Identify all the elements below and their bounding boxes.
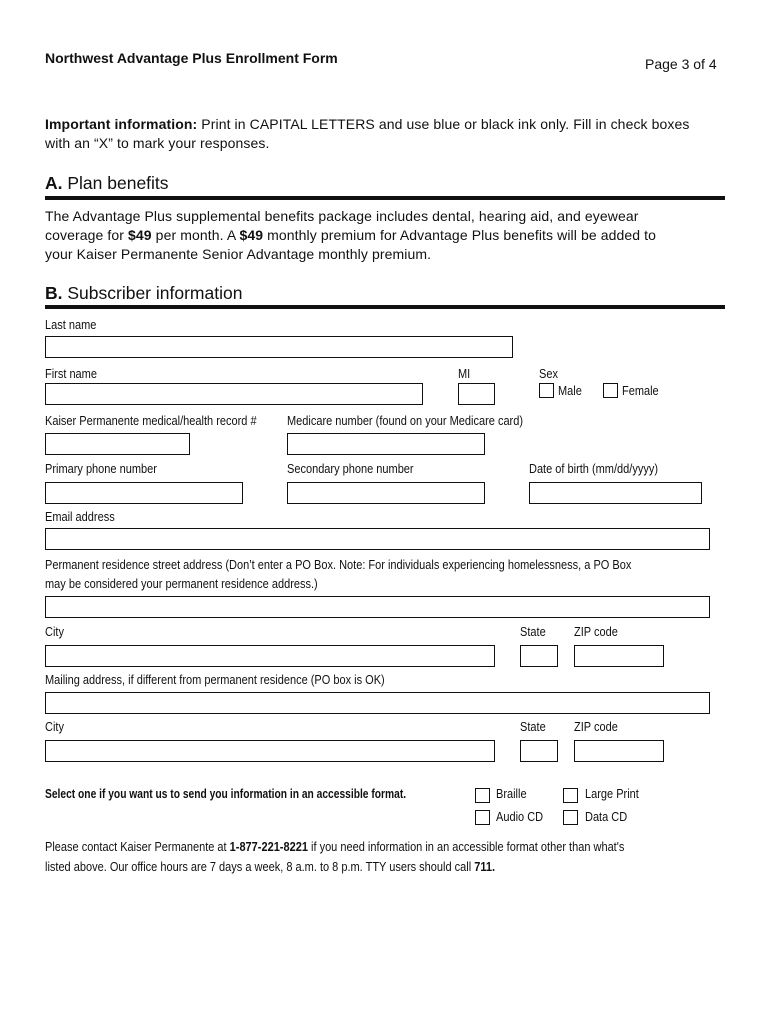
male-label: Male (558, 384, 582, 398)
last-name-field[interactable] (45, 336, 513, 358)
medicare-field[interactable] (287, 433, 485, 455)
page-number: Page 3 of 4 (645, 56, 717, 72)
plan-benefits-line-2 (45, 226, 656, 245)
contact-phone: 1-877-221-8221 (229, 840, 308, 854)
dob-field[interactable] (529, 482, 702, 504)
kp-record-field[interactable] (45, 433, 190, 455)
mailing-state-label: State (520, 720, 546, 734)
mailing-zip-label: ZIP code (574, 720, 618, 734)
male-checkbox[interactable] (539, 383, 554, 398)
mailing-city-field[interactable] (45, 740, 495, 762)
braille-checkbox[interactable] (475, 788, 490, 803)
mailing-address-label: Mailing address, if different from permanent residence (PO box is OK) (45, 673, 385, 687)
mailing-state-field[interactable] (520, 740, 558, 762)
price-2: $49 (239, 227, 264, 243)
form-title: Northwest Advantage Plus Enrollment Form (45, 50, 338, 66)
section-a-title: Plan benefits (62, 173, 169, 193)
large-print-checkbox[interactable] (563, 788, 578, 803)
contact-line-1 (45, 840, 624, 854)
perm-address-label-1: Permanent residence street address (Don’t enter a PO Box. Note: For individuals experiencing homelessness, a PO Box (45, 558, 632, 572)
perm-address-label-2: may be considered your permanent residence address.) (45, 577, 318, 591)
contact-text-a: Please contact Kaiser Permanente at (45, 840, 230, 854)
plan-text-c: monthly premium for Advantage Plus benefits will be added to (263, 227, 657, 243)
zip-label: ZIP code (574, 625, 618, 639)
plan-benefits-line-1: The Advantage Plus supplemental benefits package includes dental, hearing aid, and eyewear (45, 208, 639, 224)
secondary-phone-label: Secondary phone number (287, 462, 414, 476)
section-a-rule (45, 196, 725, 200)
plan-text-b: per month. A (151, 227, 240, 243)
perm-address-field[interactable] (45, 596, 710, 618)
female-label: Female (622, 384, 659, 398)
important-line-2: with an “X” to mark your responses. (45, 135, 270, 151)
zip-field[interactable] (574, 645, 664, 667)
contact-line-2 (45, 860, 495, 874)
city-field[interactable] (45, 645, 495, 667)
audio-cd-checkbox[interactable] (475, 810, 490, 825)
contact-text-c: listed above. Our office hours are 7 days a week, 8 a.m. to 8 p.m. TTY users should call (45, 860, 475, 874)
plan-benefits-line-3: your Kaiser Permanente Senior Advantage monthly premium. (45, 246, 432, 262)
last-name-label: Last name (45, 318, 97, 332)
first-name-field[interactable] (45, 383, 423, 405)
secondary-phone-field[interactable] (287, 482, 485, 504)
email-field[interactable] (45, 528, 710, 550)
mailing-city-label: City (45, 720, 64, 734)
important-line-1 (45, 115, 690, 134)
kp-record-label: Kaiser Permanente medical/health record # (45, 414, 257, 428)
mailing-address-field[interactable] (45, 692, 710, 714)
first-name-label: First name (45, 367, 97, 381)
mailing-zip-field[interactable] (574, 740, 664, 762)
section-a-letter: A. (45, 173, 63, 193)
data-cd-checkbox[interactable] (563, 810, 578, 825)
email-label: Email address (45, 510, 115, 524)
accessible-format-prompt: Select one if you want us to send you information in an accessible format. (45, 787, 407, 801)
section-b-letter: B. (45, 283, 63, 303)
section-b-title: Subscriber information (62, 283, 243, 303)
braille-label: Braille (496, 787, 527, 801)
plan-text-a: coverage for (45, 227, 129, 243)
contact-text-b: if you need information in an accessible format other than what's (307, 840, 625, 854)
primary-phone-label: Primary phone number (45, 462, 157, 476)
sex-label: Sex (539, 367, 558, 381)
dob-label: Date of birth (mm/dd/yyyy) (529, 462, 658, 476)
female-checkbox[interactable] (603, 383, 618, 398)
large-print-label: Large Print (585, 787, 639, 801)
city-label: City (45, 625, 64, 639)
important-label: Important information: (45, 116, 198, 132)
section-b-heading (45, 283, 242, 304)
mi-field[interactable] (458, 383, 495, 405)
state-field[interactable] (520, 645, 558, 667)
medicare-label: Medicare number (found on your Medicare card) (287, 414, 524, 428)
important-text: Print in CAPITAL LETTERS and use blue or black ink only. Fill in check boxes (197, 116, 690, 132)
data-cd-label: Data CD (585, 810, 628, 824)
tty-number: 711. (474, 860, 496, 874)
section-b-rule (45, 305, 725, 309)
audio-cd-label: Audio CD (496, 810, 544, 824)
mi-label: MI (458, 367, 471, 381)
section-a-heading (45, 173, 169, 194)
price-1: $49 (128, 227, 152, 243)
primary-phone-field[interactable] (45, 482, 243, 504)
state-label: State (520, 625, 546, 639)
